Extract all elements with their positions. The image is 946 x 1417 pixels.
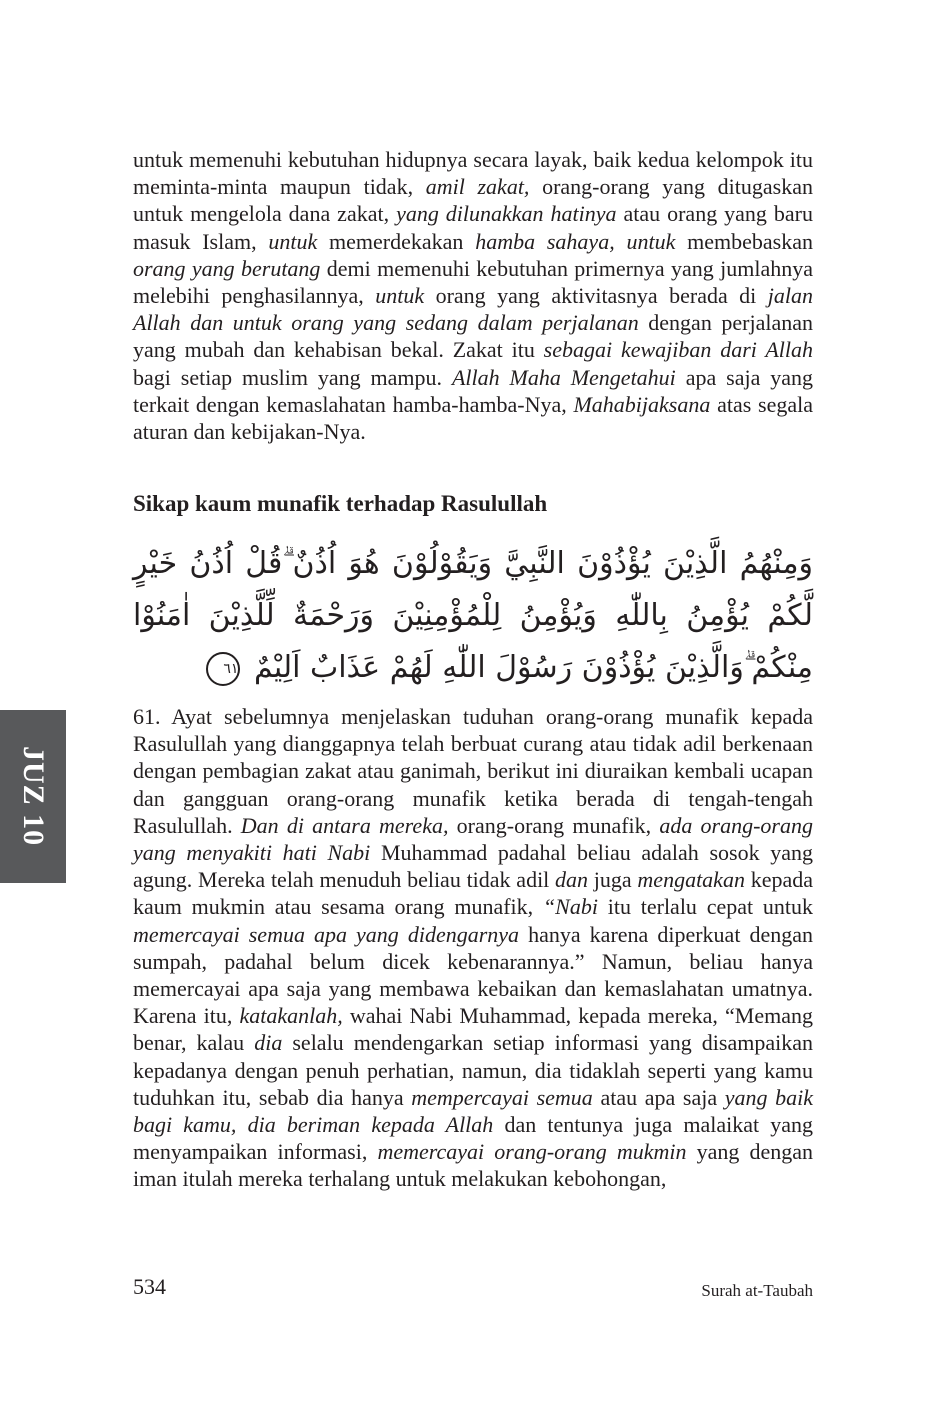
emphasis: Allah Maha Mengetahui [451,364,676,390]
text-run: 61. Ayat sebelumnya menjelaskan tuduhan orang-orang munafik kepada Rasulullah yang dianggapnya telah berbuat curang atau tidak adil berkenaan dengan pembagian zakat atau ganimah, berikut ini diuraikan kembali ucapan dan gangguan orang-orang munafik ketika berada di tengah-tengah Rasulullah. [133,704,813,838]
emphasis: hamba sahaya, untuk [475,228,676,254]
emphasis: untuk [268,228,318,254]
text-run: memerdekakan [317,228,476,254]
text-run: orang yang aktivitasnya berada di [424,283,768,309]
emphasis: amil zakat, [425,174,530,200]
text-run: apa saja yang terkait dengan kemaslahatan hamba-hamba-Nya, [133,364,813,417]
body-paragraph-1 [133,146,813,445]
text-run: Muhammad padahal beliau adalah sosok yang agung. Mereka telah menuduh beliau tidak adil [133,840,813,893]
emphasis: orang yang berutang [133,255,321,281]
text-run: orang-orang yang ditugaskan untuk mengelola dana zakat, [133,174,813,227]
emphasis: Dan di antara mereka, [240,812,449,838]
emphasis: katakanlah, [239,1003,343,1029]
text-run: atau orang yang baru masuk Islam, [133,201,813,254]
page-number: 534 [133,1274,166,1299]
emphasis: dan [555,867,589,893]
text-run: yang dengan iman itulah mereka terhalang untuk melakukan kebohongan, [133,1139,814,1192]
text-run: kepada kaum mukmin atau sesama orang munafik, [133,867,813,920]
text-run: itu terlalu cepat untuk [597,894,813,920]
text-run: orang-orang munafik, [448,812,660,838]
text-run: bagi setiap muslim yang mampu. [133,364,452,390]
text-run: atau apa saja [592,1084,725,1110]
ayah-number-marker: ٦١ [206,652,240,686]
arabic-verse-text: وَمِنْهُمُ الَّذِيْنَ يُؤْذُوْنَ النَّبِيَّ وَيَقُوْلُوْنَ هُوَ اُذُنٌ ۗقُلْ اُذُنُ خَيْرٍ لَّكُمْ يُؤْمِنُ بِاللّٰهِ وَيُؤْمِنُ لِلْمُؤْمِنِيْنَ وَرَحْمَةٌ لِّلَّذِيْنَ اٰمَنُوْا مِنْكُمْ ۗوَالَّذِيْنَ يُؤْذُوْنَ رَسُوْلَ اللّٰهِ لَهُمْ عَذَابٌ اَلِيْمٌ [133,546,813,685]
running-footer-surah: Surah at-Taubah [701,1281,813,1300]
text-run: untuk memenuhi kebutuhan hidupnya secara layak, baik kedua kelompok itu meminta-minta maupun tidak, [133,147,813,200]
text-run: juga [588,867,638,893]
emphasis: Mahabijaksana [573,391,711,417]
text-run: demi memenuhi kebutuhan primernya yang jumlahnya melebihi penghasilannya, [133,255,813,309]
emphasis: mengatakan [637,867,745,893]
text-run: hanya karena diperkuat dengan sumpah, padahal belum dicek kebenarannya.” Namun, beliau hanya memercayai apa saja yang membawa kebaikan dan kemaslahatan umatnya. Karena itu, [133,921,814,1029]
body-paragraph-2 [133,703,813,1193]
emphasis: sebagai kewajiban dari Allah [543,337,813,363]
emphasis: dia [254,1030,283,1056]
text-run: wahai Nabi Muhammad, kepada mereka, “Memang benar, kalau [133,1003,814,1056]
emphasis: yang baik bagi kamu, dia beriman kepada Allah [133,1084,813,1138]
arabic-verse [133,538,813,694]
text-run: dan tentunya juga malaikat yang menyampaikan informasi, [133,1112,813,1165]
text-run: selalu mendengarkan setiap informasi yang disampaikan kepadanya dengan penuh perhatian, namun, dia tidaklah seperti yang kamu tuduhkan itu, sebab dia hanya [133,1030,813,1110]
emphasis: “Nabi [542,894,598,920]
emphasis: memercayai orang-orang mukmin [377,1139,687,1165]
section-heading: Sikap kaum munafik terhadap Rasulullah [133,491,548,516]
emphasis: yang dilunakkan hatinya [396,201,617,227]
emphasis: mempercayai semua [411,1084,593,1110]
emphasis: jalan Allah dan untuk orang yang sedang dalam perjalanan [133,283,813,336]
text-run: atas segala aturan dan kebijakan-Nya. [133,391,813,445]
emphasis: ada orang-orang yang menyakiti hati Nabi [133,812,813,866]
text-run: dengan perjalanan yang mubah dan kehabisan bekal. Zakat itu [133,310,813,363]
emphasis: memercayai semua apa yang didengarnya [133,921,520,947]
text-run: membebaskan [675,228,813,254]
juz-side-tab [0,710,66,883]
emphasis: untuk [375,283,425,309]
juz-label: JUZ 10 [17,746,50,847]
